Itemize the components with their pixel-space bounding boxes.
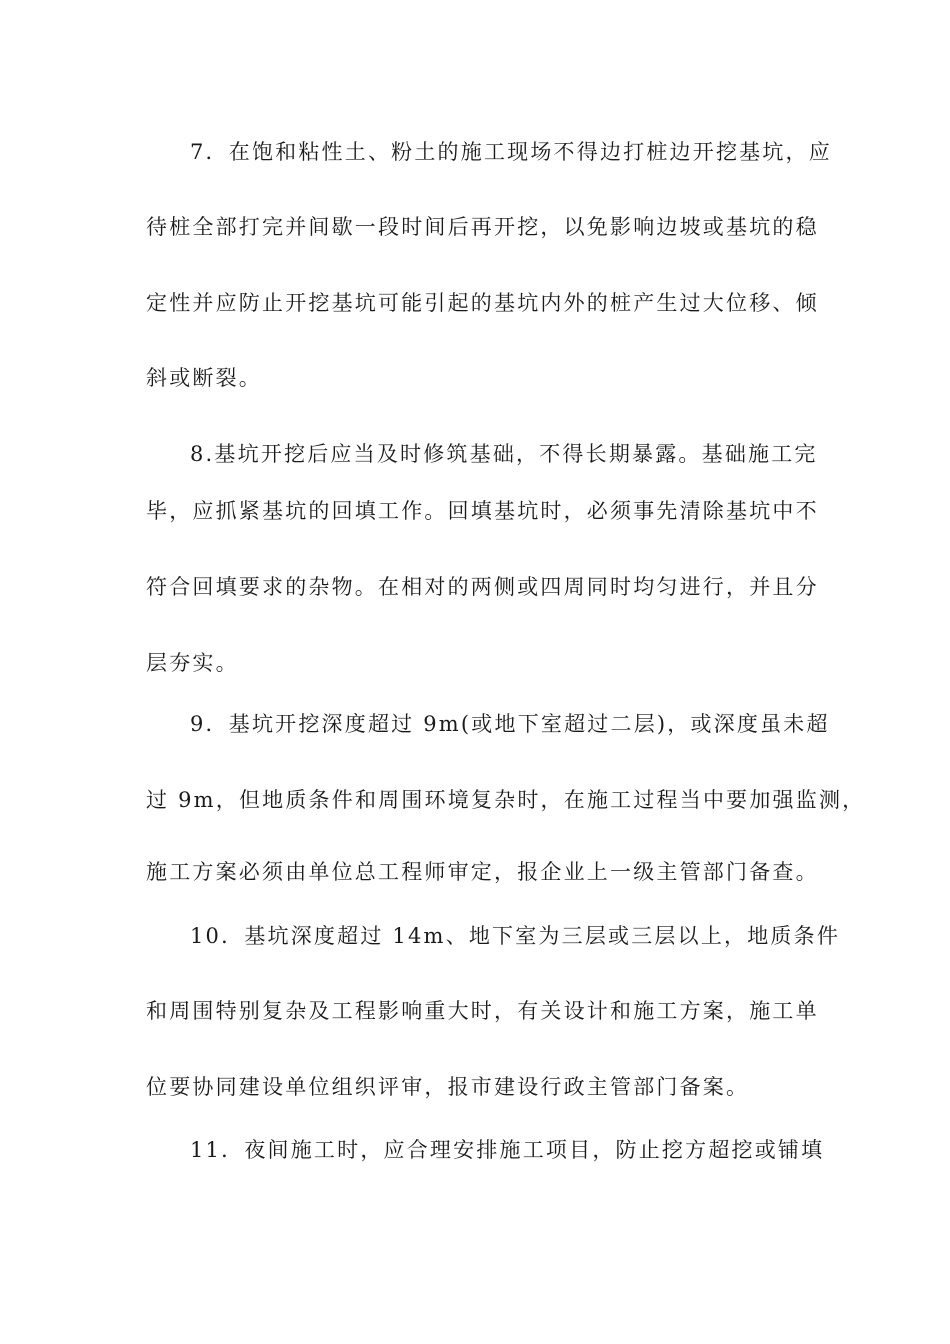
text-line: 过 9m，但地质条件和周围环境复杂时，在施工过程当中要加强监测， <box>146 788 866 812</box>
text-line: 9．基坑开挖深度超过 9m(或地下室超过二层)，或深度虽未超 <box>190 712 830 736</box>
text-line: 8.基坑开挖后应当及时修筑基础，不得长期暴露。基础施工完 <box>190 442 818 466</box>
text-line: 施工方案必须由单位总工程师审定，报企业上一级主管部门备查。 <box>146 860 819 884</box>
text-line: 毕，应抓紧基坑的回填工作。回填基坑时，必须事先清除基坑中不 <box>146 499 819 523</box>
text-line: 7．在饱和粘性土、粉土的施工现场不得边打桩边开挖基坑，应 <box>190 140 832 164</box>
text-line: 层夯实。 <box>146 651 239 675</box>
text-line: 和周围特别复杂及工程影响重大时，有关设计和施工方案，施工单 <box>146 999 819 1023</box>
text-line: 10．基坑深度超过 14m、地下室为三层或三层以上，地质条件 <box>190 924 841 948</box>
text-line: 待桩全部打完并间歇一段时间后再开挖，以免影响边坡或基坑的稳 <box>146 215 819 239</box>
text-line: 定性并应防止开挖基坑可能引起的基坑内外的桩产生过大位移、倾 <box>146 291 819 315</box>
text-line: 11．夜间施工时，应合理安排施工项目，防止挖方超挖或铺填 <box>190 1138 825 1162</box>
text-line: 符合回填要求的杂物。在相对的两侧或四周同时均匀进行，并且分 <box>146 575 819 599</box>
text-line: 位要协同建设单位组织评审，报市建设行政主管部门备案。 <box>146 1075 750 1099</box>
text-line: 斜或断裂。 <box>146 366 262 390</box>
